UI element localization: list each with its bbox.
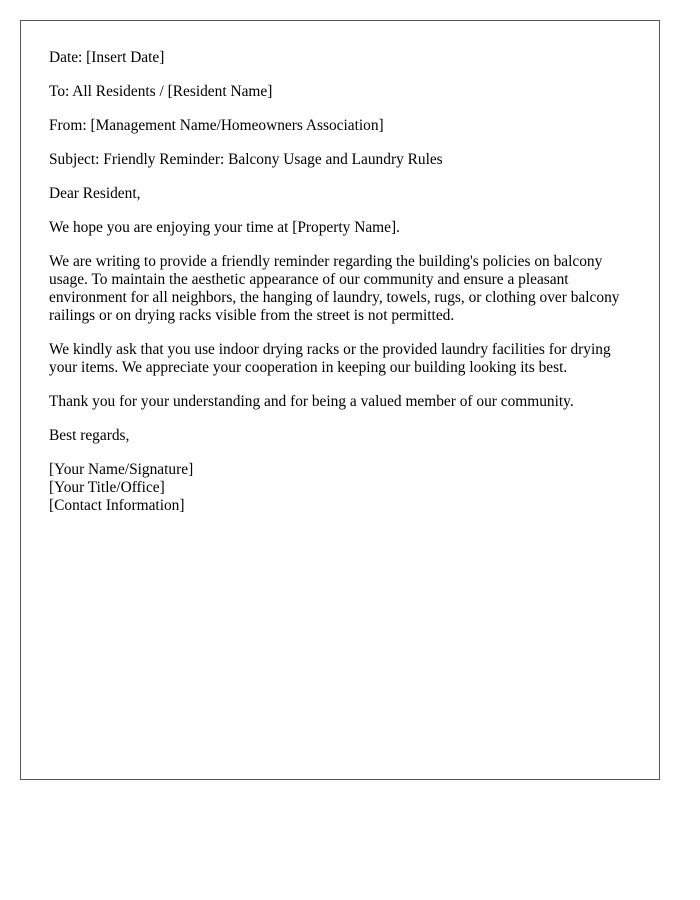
paragraph-intro: We hope you are enjoying your time at [Property Name]. (49, 219, 400, 236)
paragraph-thanks: Thank you for your understanding and for being a valued member of our community. (49, 393, 574, 410)
signature-block (49, 461, 639, 515)
paragraph-request: We kindly ask that you use indoor drying racks or the provided laundry facilities for drying your items. We appreciate your cooperation in keeping our building looking its best. (49, 341, 611, 376)
paragraph-policy: We are writing to provide a friendly reminder regarding the building's policies on balcony usage. To maintain the aesthetic appearance of our community and ensure a pleasant environment for all neighbors, the hanging of laundry, towels, rugs, or clothing over balcony railings or on drying racks visible from the street is not permitted. (49, 253, 620, 324)
to-line: To: All Residents / [Resident Name] (49, 83, 273, 100)
from-line: From: [Management Name/Homeowners Association] (49, 117, 384, 134)
salutation: Dear Resident, (49, 185, 141, 202)
date-line: Date: [Insert Date] (49, 49, 165, 66)
signature-contact: [Contact Information] (49, 497, 185, 514)
signature-name: [Your Name/Signature] (49, 461, 194, 478)
signature-title: [Your Title/Office] (49, 479, 165, 496)
subject-line: Subject: Friendly Reminder: Balcony Usage and Laundry Rules (49, 151, 443, 168)
closing: Best regards, (49, 427, 130, 444)
letter-page (20, 20, 660, 780)
